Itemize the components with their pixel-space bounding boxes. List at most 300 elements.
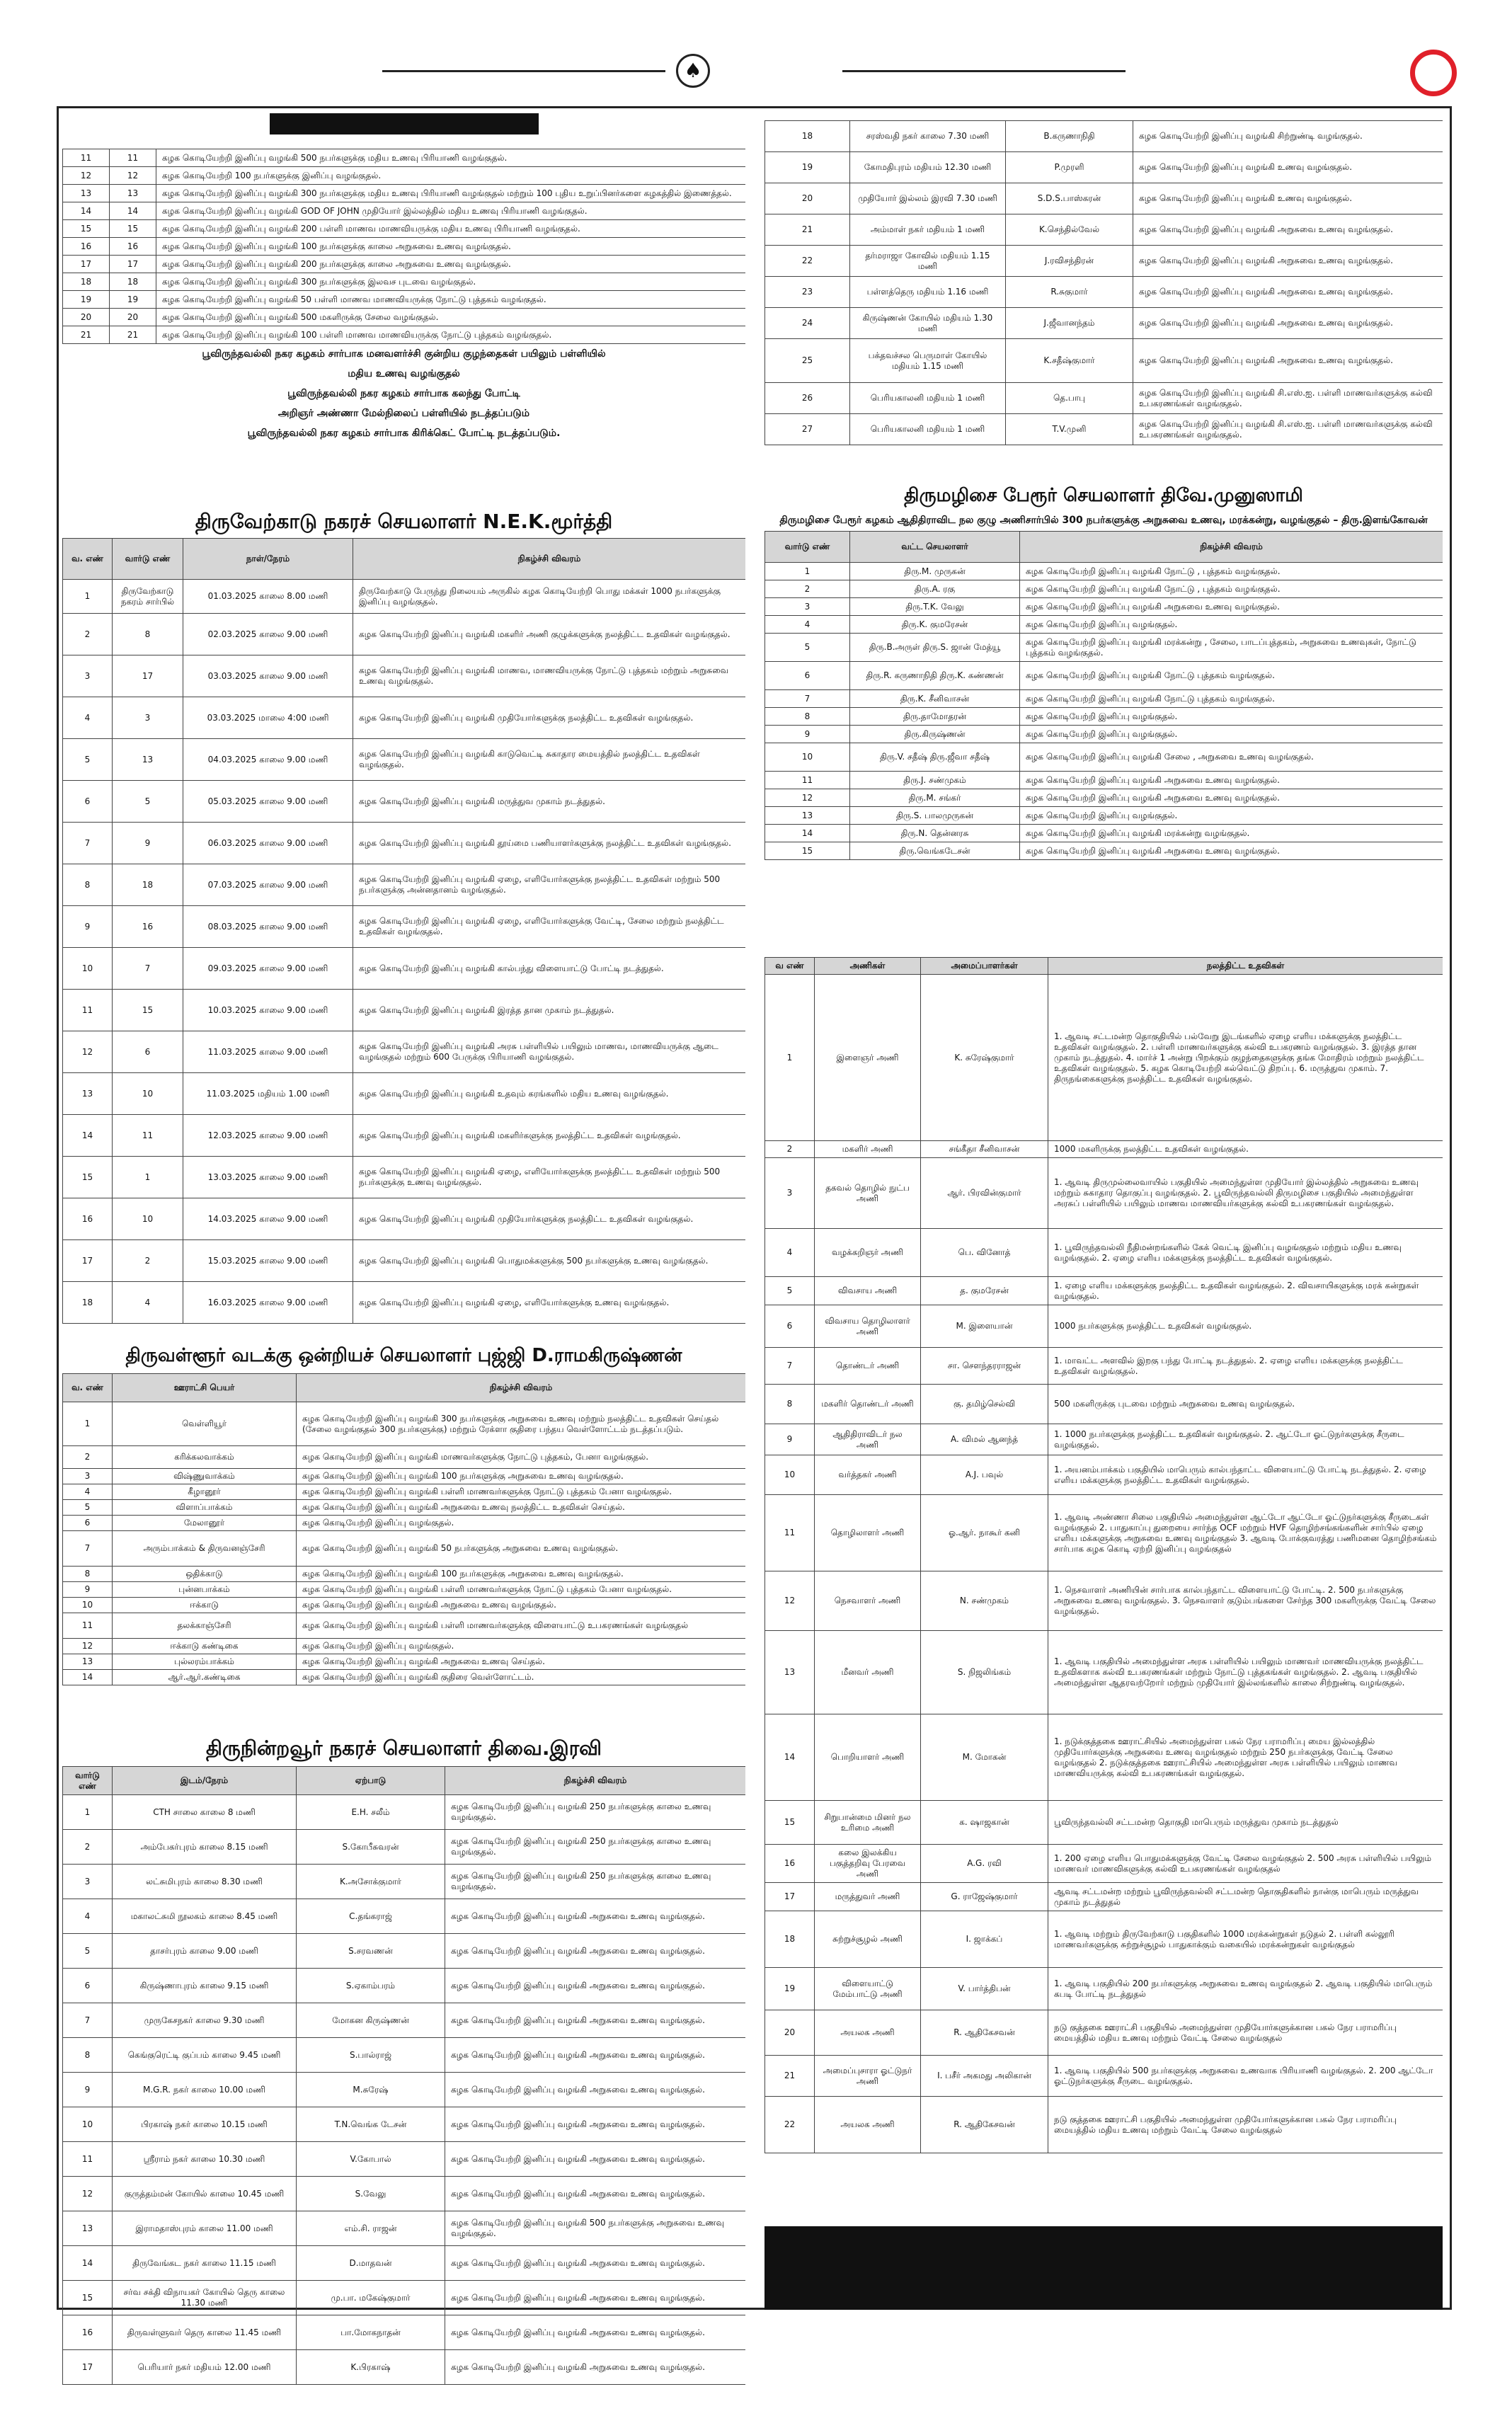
table-cell: 2 <box>63 1446 113 1469</box>
section-block <box>764 483 1443 508</box>
table-cell: 2 <box>765 580 850 598</box>
table-row <box>765 598 1443 616</box>
table-cell: விளாப்பாக்கம் <box>113 1500 297 1516</box>
table-cell: கெங்குரெட்டி குப்பம் காலை 9.45 மணி <box>113 2038 297 2073</box>
table-row <box>63 1516 746 1531</box>
table-cell: 1. ஆவடி பகுதியில் அமைந்துள்ள அரசு பள்ளியில் பயிலும் மாணவர் மாணவியருக்கு நலத்திட்ட உதவிகளாக கல்வி உபகரணங்கள் மற்றும் நோட்டு புத்தகங்கள் வழங்குதல். 2. ஆவடி பகுதியில் அமைந்துள்ள ஆதரவற்றோர் மற்றும் முதியோர் இல்லங்களில் காலை சிற்றுண்டி வழங்குதல். <box>1048 1631 1443 1714</box>
column-header: அணிகள் <box>815 958 921 975</box>
table-cell: கழக கொடியேற்றி இனிப்பு வழங்கி அறுசுவை உணவு செய்தல். <box>297 1654 746 1670</box>
section-block <box>62 149 745 503</box>
table-cell: திரு.J. சண்முகம் <box>850 772 1020 789</box>
table-cell: கழக கொடியேற்றி இனிப்பு வழங்கி பொதுமக்களுக்கு 500 நபர்களுக்கு உணவு வழங்குதல். <box>353 1240 746 1282</box>
table-cell: 1 <box>113 1157 183 1198</box>
table-row <box>63 1670 746 1685</box>
table-cell: நடு குத்தகை ஊராட்சி பகுதியில் அமைந்துள்ள முதியோர்களுக்கான பகல் நேர பராமரிப்பு மையத்தில் மதிய உணவு மற்றும் வேட்டி சேலை வழங்குதல் <box>1048 2097 1443 2153</box>
data-table <box>764 120 1443 445</box>
table-cell: 10.03.2025 காலை 9.00 மணி <box>183 990 353 1031</box>
section-block <box>764 120 1443 481</box>
table-cell: விவசாய தொழிலாளர் அணி <box>815 1305 921 1348</box>
table-row <box>765 183 1443 214</box>
table-cell: K.செந்தில்வேல் <box>1006 214 1133 246</box>
table-cell: K.சதீஷ்குமார் <box>1006 339 1133 383</box>
table-cell: கழக கொடியேற்றி இனிப்பு வழங்கி அறுசுவை உணவு வழங்குதல். <box>445 2315 746 2350</box>
table-cell: 21 <box>765 2056 815 2097</box>
table-cell: 10 <box>63 948 113 990</box>
table-cell: 12 <box>63 2177 113 2211</box>
table-cell: கழக கொடியேற்றி இனிப்பு வழங்கி அறுசுவை உணவு வழங்குதல். <box>297 1598 746 1613</box>
table-cell: M. இளையான் <box>921 1305 1048 1348</box>
table-cell: கழக கொடியேற்றி இனிப்பு வழங்கி நோட்டு , புத்தகம் வழங்குதல். <box>1020 563 1443 580</box>
table-row <box>765 246 1443 277</box>
table-row <box>765 690 1443 708</box>
table-row <box>63 291 746 309</box>
table-cell: கழக கொடியேற்றி இனிப்பு வழங்கி அரசு பள்ளியில் பயிலும் மாணவ, மாணவியருக்கு ஆடை வழங்குதல் மற்றும் 600 பேருக்கு பிரியாணி வழங்குதல். <box>353 1031 746 1073</box>
table-row <box>765 1714 1443 1801</box>
table-cell: வர்த்தகர் அணி <box>815 1455 921 1495</box>
table-row <box>765 1911 1443 1968</box>
table-cell: தகவல் தொழில் நுட்ப அணி <box>815 1158 921 1229</box>
table-cell: 4 <box>63 1899 113 1934</box>
table-cell: திருவேங்கட நகர் காலை 11.15 மணி <box>113 2246 297 2281</box>
table-cell: 19 <box>765 152 850 183</box>
table-cell: கழக கொடியேற்றி இனிப்பு வழங்கி தூய்மை பணியாளர்களுக்கு நலத்திட்ட உதவிகள் வழங்குதல். <box>353 823 746 864</box>
table-cell: கழக கொடியேற்றி இனிப்பு வழங்கி சேலை , அறுசுவை உணவு வழங்குதல். <box>1020 743 1443 772</box>
table-cell: 13 <box>63 1073 113 1115</box>
table-cell: வழக்கறிஞர் அணி <box>815 1229 921 1277</box>
section-block <box>62 507 745 537</box>
table-cell: கரிக்கலவாக்கம் <box>113 1446 297 1469</box>
table-cell: 4 <box>63 697 113 739</box>
table-cell: கழக கொடியேற்றி இனிப்பு வழங்கி ஏழை, எளியோர்களுக்கு வேட்டி, சேலை மற்றும் நலத்திட்ட உதவிகள் வழங்குதல். <box>353 906 746 948</box>
table-cell: 13 <box>63 185 110 202</box>
table-cell: 13 <box>113 739 183 781</box>
table-cell: கழக கொடியேற்றி இனிப்பு வழங்கி 100 பள்ளி மாணவ மாணவியருக்கு நோட்டு புத்தகம் வழங்குதல். <box>156 326 746 344</box>
table-cell: 18 <box>63 273 110 291</box>
table-cell: P.முரளி <box>1006 152 1133 183</box>
table-cell: கழக கொடியேற்றி இனிப்பு வழங்கி 50 பள்ளி மாணவ மாணவியருக்கு நோட்டு புத்தகம் வழங்குதல். <box>156 291 746 309</box>
table-row <box>765 1845 1443 1883</box>
table-cell: B.கருணாநிதி <box>1006 121 1133 152</box>
table-cell: அயலக அணி <box>815 2010 921 2056</box>
table-cell: 07.03.2025 காலை 9.00 மணி <box>183 864 353 906</box>
table-cell: கழக கொடியேற்றி இனிப்பு வழங்குதல். <box>1020 807 1443 825</box>
table-cell: திரு.A. ரகு <box>850 580 1020 598</box>
table-cell: 10 <box>765 743 850 772</box>
table-cell: 17 <box>765 1883 815 1911</box>
table-header-row <box>765 532 1443 563</box>
table-row <box>765 1385 1443 1424</box>
table-row <box>63 1865 746 1899</box>
table-cell: D.மாதவன் <box>297 2246 445 2281</box>
column-header: வார்டு எண் <box>63 1767 113 1795</box>
table-cell: T.N.வெங்க டேசன் <box>297 2107 445 2142</box>
section-title: திருவள்ளூர் வடக்கு ஒன்றியச் செயலாளர் புஜ்ஜி D.ராமகிருஷ்ணன் <box>125 1345 682 1366</box>
table-cell: சா. சௌந்தரராஜன் <box>921 1348 1048 1385</box>
table-cell: 18 <box>63 1282 113 1324</box>
table-cell: கழக கொடியேற்றி இனிப்பு வழங்கி 100 நபர்களுக்கு அறுசுவை உணவு வழங்குதல். <box>297 1567 746 1582</box>
column-header: நாள்/நேரம் <box>183 539 353 580</box>
table-row <box>765 772 1443 789</box>
table-cell: S.ஏகாம்பரம் <box>297 1969 445 2003</box>
table-cell: கழக கொடியேற்றி இனிப்பு வழங்கி அறுசுவை உணவு வழங்குதல். <box>445 2107 746 2142</box>
column-header: நிகழ்ச்சி விவரம் <box>1020 532 1443 563</box>
table-cell: இளைஞர் அணி <box>815 975 921 1141</box>
column-header: நிகழ்ச்சி விவரம் <box>445 1767 746 1795</box>
table-cell: 12 <box>765 789 850 807</box>
table-cell: கழக கொடியேற்றி இனிப்பு வழங்கி குதிரை வெள்ளோட்டம். <box>297 1670 746 1685</box>
table-cell: கழக கொடியேற்றி இனிப்பு வழங்கி ஏழை, எளியோர்களுக்கு நலத்திட்ட உதவிகள் மற்றும் 500 நபர்களுக்கு அன்னதானம் வழங்குதல். <box>353 864 746 906</box>
table-row <box>63 655 746 697</box>
table-row <box>63 326 746 344</box>
table-cell: 18 <box>110 273 156 291</box>
table-cell: ஓ.ஆர். நாகூர் கனி <box>921 1495 1048 1571</box>
table-row <box>765 1229 1443 1277</box>
table-cell: 16 <box>113 906 183 948</box>
section-block <box>764 2226 1443 2310</box>
table-cell: கழக கொடியேற்றி இனிப்பு வழங்கி மகளிர் அணி குழுக்களுக்கு நலத்திட்ட உதவிகள் வழங்குதல். <box>353 614 746 655</box>
table-cell: 15 <box>765 1801 815 1845</box>
table-cell: திரு.B.அருள் திரு.S. ஜான் மேத்யூ <box>850 634 1020 662</box>
table-cell: 13 <box>765 1631 815 1714</box>
table-cell: மகாலட்சுமி நூலகம் காலை 8.45 மணி <box>113 1899 297 1934</box>
table-row <box>765 662 1443 690</box>
table-cell: 13 <box>63 1654 113 1670</box>
table-cell: கழக கொடியேற்றி இனிப்பு வழங்கி அறுசுவை உணவு வழங்குதல். <box>445 2246 746 2281</box>
table-cell: 09.03.2025 காலை 9.00 மணி <box>183 948 353 990</box>
table-cell: கழக கொடியேற்றி இனிப்பு வழங்கி 50 நபர்களுக்கு அறுசுவை உணவு வழங்குதல். <box>297 1531 746 1567</box>
table-cell: 3 <box>63 1865 113 1899</box>
table-cell: S. நிஜலிங்கம் <box>921 1631 1048 1714</box>
table-cell: 20 <box>63 309 110 326</box>
table-cell: 11 <box>110 149 156 167</box>
column-header: வார்டு எண் <box>113 539 183 580</box>
table-cell: 2 <box>63 1830 113 1865</box>
table-cell: கிருஷ்ணாபுரம் காலை 9.15 மணி <box>113 1969 297 2003</box>
table-row <box>765 726 1443 743</box>
table-cell: கழக கொடியேற்றி இனிப்பு வழங்கி 250 நபர்களுக்கு காலை உணவு வழங்குதல். <box>445 1830 746 1865</box>
table-row <box>765 708 1443 726</box>
table-cell: கழக கொடியேற்றி இனிப்பு வழங்குதல். <box>297 1639 746 1654</box>
table-row <box>63 906 746 948</box>
table-cell: கழக கொடியேற்றி இனிப்பு வழங்கி அறுசுவை உணவு வழங்குதல். <box>1133 277 1443 308</box>
table-cell: கழக கொடியேற்றி இனிப்பு வழங்கி அறுசுவை உணவு வழங்குதல். <box>445 2177 746 2211</box>
table-cell: 12.03.2025 காலை 9.00 மணி <box>183 1115 353 1157</box>
table-cell: கழக கொடியேற்றி இனிப்பு வழங்கி உதவும் கரங்களில் மதிய உணவு வழங்குதல். <box>353 1073 746 1115</box>
table-cell: M.சுரேஷ் <box>297 2073 445 2107</box>
table-cell: பெரியகாலனி மதியம் 1 மணி <box>850 383 1006 414</box>
table-cell: கழக கொடியேற்றி இனிப்பு வழங்கி முதியோர்களுக்கு நலத்திட்ட உதவிகள் வழங்குதல். <box>353 1198 746 1240</box>
table-cell: இராமதாஸ்புரம் காலை 11.00 மணி <box>113 2211 297 2246</box>
table-cell: கழக கொடியேற்றி இனிப்பு வழங்கி மரக்கன்று , சேலை, பாடப்புத்தகம், அறுசுவை உணவுகள், நோட்டு புத்தகம் வழங்குதல். <box>1020 634 1443 662</box>
table-row <box>765 743 1443 772</box>
table-cell: 15 <box>110 220 156 238</box>
table-cell: 8 <box>113 614 183 655</box>
note-line: மதிய உணவு வழங்குதல் <box>348 368 460 379</box>
table-row <box>63 2142 746 2177</box>
table-row <box>63 1654 746 1670</box>
table-row <box>63 1469 746 1484</box>
table-row <box>63 220 746 238</box>
section-block <box>764 957 1443 2295</box>
table-cell: கழக கொடியேற்றி இனிப்பு வழங்கி 250 நபர்களுக்கு காலை உணவு வழங்குதல். <box>445 1795 746 1830</box>
table-row <box>63 1240 746 1282</box>
table-cell: 5 <box>63 1934 113 1969</box>
data-table <box>62 1373 745 1685</box>
table-cell: 16 <box>63 1198 113 1240</box>
table-cell: 17 <box>63 256 110 273</box>
table-row <box>765 634 1443 662</box>
column-header: வ. எண் <box>63 1374 113 1402</box>
table-cell: 17 <box>63 2350 113 2385</box>
table-cell: 4 <box>765 616 850 634</box>
table-cell: 15 <box>63 2281 113 2315</box>
table-cell: ஆர்.ஆர்.கண்டிகை <box>113 1670 297 1685</box>
table-cell: 8 <box>63 864 113 906</box>
table-cell: 9 <box>765 1424 815 1455</box>
table-cell: பூவிருந்தவல்லி சட்டமன்ற தொகுதி மாபெரும் மருத்துவ முகாம் நடத்துதல் <box>1048 1801 1443 1845</box>
table-cell: 16.03.2025 காலை 9.00 மணி <box>183 1282 353 1324</box>
table-cell: 08.03.2025 காலை 9.00 மணி <box>183 906 353 948</box>
table-row <box>63 2350 746 2385</box>
table-cell: 13 <box>110 185 156 202</box>
table-cell: C.தங்கராஜ் <box>297 1899 445 1934</box>
table-cell: 17 <box>63 1240 113 1282</box>
table-cell: 4 <box>765 1229 815 1277</box>
table-cell: திரு.T.K. வேலு <box>850 598 1020 616</box>
table-cell: 04.03.2025 காலை 9.00 மணி <box>183 739 353 781</box>
table-cell: 1. ஆவடி மற்றும் திருவேற்காடு பகுதிகளில் 1000 மரக்கன்றுகள் நடுதல் 2. பள்ளி கல்லூரி மாணவர்களுக்கு சுற்றுச்சூழல் பாதுகாக்கும் வகையில் மரக்கன்றுகள் வழங்குதல் <box>1048 1911 1443 1968</box>
table-row <box>765 1631 1443 1714</box>
table-cell: 15 <box>63 220 110 238</box>
table-row <box>765 1141 1443 1158</box>
table-cell: தலக்காஞ்சேரி <box>113 1613 297 1639</box>
table-cell: 1. ஆவடி அண்ணா சிலை பகுதியில் அமைந்துள்ள ஆட்டோ ஆட்டோ ஓட்டுநர்களுக்கு சீருடைகள் வழங்குதல் 2. பாதுகாப்பு துறையை சார்ந்த OCF மற்றும் HVF தொழிற்சங்கங்களின் சார்பில் ஏழை எளிய மக்களுக்கு அறுசுவை உணவு வழங்குதல் 3. ஆவடி போக்குவரத்து பணிமனை தொழிற்சங்கம் சார்பாக கழக கொடி ஏற்றி இனிப்பு வழங்குதல் <box>1048 1495 1443 1571</box>
table-cell: 500 மகளிருக்கு புடவை மற்றும் அறுசுவை உணவு வழங்குதல். <box>1048 1385 1443 1424</box>
table-cell: 05.03.2025 காலை 9.00 மணி <box>183 781 353 823</box>
red-ring-icon <box>1410 50 1457 96</box>
section-subtitle: திருமழிசை பேரூர் கழகம் ஆதிதிராவிட நல குழு அணிசார்பில் 300 நபர்களுக்கு அறுசுவை உணவு, மரக்கன்று, வழங்குதல் – திரு.இளங்கோவன் <box>779 515 1428 526</box>
table-cell: 11 <box>63 2142 113 2177</box>
table-cell: கழக கொடியேற்றி இனிப்பு வழங்கி 300 நபர்களுக்கு இலவச புடவை வழங்குதல். <box>156 273 746 291</box>
table-row <box>765 1277 1443 1305</box>
section-block <box>62 1341 745 1370</box>
table-cell: 11.03.2025 மதியம் 1.00 மணி <box>183 1073 353 1115</box>
table-cell: 1 <box>63 1795 113 1830</box>
table-cell: 6 <box>765 662 850 690</box>
table-cell: 16 <box>63 2315 113 2350</box>
table-row <box>63 1402 746 1446</box>
table-cell: கழக கொடியேற்றி இனிப்பு வழங்குதல். <box>1020 616 1443 634</box>
column-header: வ எண் <box>765 958 815 975</box>
table-cell: 16 <box>63 238 110 256</box>
table-cell: பிரகாஷ் நகர் காலை 10.15 மணி <box>113 2107 297 2142</box>
table-cell: கழக கொடியேற்றி இனிப்பு வழங்கி 250 நபர்களுக்கு காலை உணவு வழங்குதல். <box>445 1865 746 1899</box>
table-cell: 10 <box>63 1598 113 1613</box>
table-cell: திரு.வெங்கடேசன் <box>850 842 1020 860</box>
table-cell: 27 <box>765 414 850 445</box>
table-cell: 1. அயனம்பாக்கம் பகுதியில் மாபெரும் கால்பந்தாட்ட விளையாட்டு போட்டி நடத்துதல். 2. ஏழை எளிய மக்களுக்கு நலத்திட்ட உதவிகள் வழங்குதல். <box>1048 1455 1443 1495</box>
table-cell: 03.03.2025 காலை 9.00 மணி <box>183 655 353 697</box>
table-cell: கழக கொடியேற்றி இனிப்பு வழங்கி பள்ளி மாணவர்களுக்கு நோட்டு புத்தகம் பேனா வழங்குதல். <box>297 1484 746 1500</box>
table-cell: முதியோர் இல்லம் இரவி 7.30 மணி <box>850 183 1006 214</box>
table-cell: 20 <box>765 183 850 214</box>
table-cell: E.H. சலீம் <box>297 1795 445 1830</box>
table-cell: கழக கொடியேற்றி இனிப்பு வழங்கி 100 நபர்களுக்கு காலை அறுசுவை உணவு வழங்குதல். <box>156 238 746 256</box>
table-cell: 18 <box>765 121 850 152</box>
table-cell: 6 <box>63 781 113 823</box>
table-cell: 3 <box>63 655 113 697</box>
table-cell: புன்னபாக்கம் <box>113 1582 297 1598</box>
header-rule-right <box>842 70 1126 72</box>
table-cell: மோகன கிருஷ்ணன் <box>297 2003 445 2038</box>
table-cell: கழக கொடியேற்றி இனிப்பு வழங்கி 300 நபர்களுக்கு அறுசுவை உணவு மற்றும் நலத்திட்ட உதவிகள் செய்தல் (சேலை வழங்குதல் 300 நபர்களுக்கு) மற்றும் ரேக்ளா குதிரை பந்தய வெள்ளோட்டம் நடத்தப்படும். <box>297 1402 746 1446</box>
table-cell: 5 <box>765 1277 815 1305</box>
table-cell: 13 <box>765 807 850 825</box>
table-cell: 1 <box>63 1402 113 1446</box>
table-cell: A. விமல் ஆனந்த் <box>921 1424 1048 1455</box>
table-cell: 3 <box>765 598 850 616</box>
table-cell: 1. ஆவடி பகுதியில் 200 நபர்களுக்கு அறுசுவை உணவு வழங்குதல் 2. ஆவடி பகுதியில் மாபெரும் கபடி போட்டி நடத்துதல் <box>1048 1968 1443 2010</box>
section-block <box>764 510 1443 892</box>
table-cell: திரு.தாமோதரன் <box>850 708 1020 726</box>
table-row <box>765 152 1443 183</box>
table-cell: A.J. பவுல் <box>921 1455 1048 1495</box>
table-cell: 6 <box>113 1031 183 1073</box>
table-row <box>63 580 746 614</box>
table-cell: 21 <box>63 326 110 344</box>
table-cell: கழக கொடியேற்றி இனிப்பு வழங்கி மரக்கன்று வழங்குதல். <box>1020 825 1443 842</box>
table-cell: சங்கீதா சீனிவாசன் <box>921 1141 1048 1158</box>
header-rule-left <box>382 70 665 72</box>
table-cell: 19 <box>63 291 110 309</box>
table-cell: கழக கொடியேற்றி 100 நபர்களுக்கு இனிப்பு வழங்குதல். <box>156 167 746 185</box>
table-row <box>765 1158 1443 1229</box>
table-row <box>63 1500 746 1516</box>
table-cell: கழக கொடியேற்றி இனிப்பு வழங்கி அறுசுவை உணவு வழங்குதல். <box>445 1934 746 1969</box>
table-row <box>765 1495 1443 1571</box>
table-cell: 14 <box>63 2246 113 2281</box>
table-cell: 1. நடுக்குத்தகை ஊராட்சியில் அமைந்துள்ள பகல் நேர பராமரிப்பு மைய இல்லத்தில் முதியோர்களுக்கு அறுசுவை உணவு வழங்குதல் மற்றும் 250 நபர்களுக்கு வேட்டி சேலை வழங்குதல் 2. நடுக்குத்தகை ஊராட்சியில் அமைந்துள்ள அரசு பள்ளியில் பயிலும் மாணவ மாணவியருக்கு கல்வி உபகரணங்கள் வழங்குதல். <box>1048 1714 1443 1801</box>
table-cell: கழக கொடியேற்றி இனிப்பு வழங்கி அறுசுவை உணவு வழங்குதல். <box>1020 842 1443 860</box>
table-cell: 11 <box>63 149 110 167</box>
table-header-row <box>765 958 1443 975</box>
table-cell: 14 <box>765 1714 815 1801</box>
section-title: திருநின்றவூர் நகரச் செயலாளர் திவை.இரவி <box>205 1736 602 1760</box>
table-cell: 1000 மகளிருக்கு நலத்திட்ட உதவிகள் வழங்குதல். <box>1048 1141 1443 1158</box>
table-row <box>63 149 746 167</box>
table-cell: திருவள்ளுவர் தெரு காலை 11.45 மணி <box>113 2315 297 2350</box>
table-row <box>63 2246 746 2281</box>
table-cell: கழக கொடியேற்றி இனிப்பு வழங்கி ஏழை, எளியோர்களுக்கு உணவு வழங்குதல். <box>353 1282 746 1324</box>
column-header: வ. எண் <box>63 539 113 580</box>
table-cell: திரு.K. குமரேசன் <box>850 616 1020 634</box>
table-cell: 11 <box>765 1495 815 1571</box>
table-cell: கழக கொடியேற்றி இனிப்பு வழங்கி நோட்டு புத்தகம் வழங்குதல். <box>1020 662 1443 690</box>
table-cell: 5 <box>63 1500 113 1516</box>
table-cell: 14 <box>765 825 850 842</box>
table-row <box>765 2056 1443 2097</box>
table-cell: 4 <box>63 1484 113 1500</box>
table-row <box>63 990 746 1031</box>
table-cell: 10 <box>113 1198 183 1240</box>
section-block <box>62 1373 745 1727</box>
table-cell: கழக கொடியேற்றி இனிப்பு வழங்குதல். <box>1020 726 1443 743</box>
column-header: நலத்திட்ட உதவிகள் <box>1048 958 1443 975</box>
table-cell: ஈக்காடு <box>113 1598 297 1613</box>
table-cell: 16 <box>110 238 156 256</box>
table-cell: கழக கொடியேற்றி இனிப்பு வழங்கி அறுசுவை உணவு வழங்குதல். <box>1020 598 1443 616</box>
table-cell: 17 <box>113 655 183 697</box>
table-cell: ஒதிக்காடு <box>113 1567 297 1582</box>
table-row <box>63 864 746 906</box>
section-title-bar <box>270 113 539 134</box>
table-cell: 9 <box>765 726 850 743</box>
table-cell: கழக கொடியேற்றி இனிப்பு வழங்கி அறுசுவை உணவு வழங்குதல். <box>445 2003 746 2038</box>
table-cell: கழக கொடியேற்றி இனிப்பு வழங்கி 500 மகளிருக்கு சேலை வழங்குதல். <box>156 309 746 326</box>
table-cell: 14 <box>110 202 156 220</box>
table-cell: 10 <box>765 1455 815 1495</box>
table-cell: 22 <box>765 2097 815 2153</box>
table-cell: 3 <box>63 1469 113 1484</box>
note-line: பூவிருந்தவல்லி நகர கழகம் சார்பாக கலந்து போட்டி <box>287 388 520 399</box>
table-cell: 9 <box>63 1582 113 1598</box>
table-cell: M. மோகன் <box>921 1714 1048 1801</box>
table-cell: 1. 200 ஏழை எளிய பொதுமக்களுக்கு வேட்டி சேலை வழங்குதல் 2. 500 அரசு பள்ளியில் பயிலும் மாணவர் மாணவிகளுக்கு கல்வி உபகரணங்கள் வழங்குதல் <box>1048 1845 1443 1883</box>
table-cell: கிருஷ்ணன் கோயில் மதியம் 1.30 மணி <box>850 308 1006 339</box>
table-cell: மருத்துவர் அணி <box>815 1883 921 1911</box>
table-row <box>765 308 1443 339</box>
table-cell: 11 <box>63 990 113 1031</box>
table-row <box>63 1073 746 1115</box>
table-cell: தெ.பாபு <box>1006 383 1133 414</box>
table-cell: 13 <box>63 2211 113 2246</box>
note-line: பூவிருந்தவல்லி நகர கழகம் சார்பாக மனவளர்ச்சி குன்றிய குழந்தைகள் பயிலும் பள்ளியில் <box>202 348 606 360</box>
table-cell: 17 <box>110 256 156 273</box>
table-row <box>765 414 1443 445</box>
table-cell: 11 <box>113 1115 183 1157</box>
table-cell: 1. 1000 நபர்களுக்கு நலத்திட்ட உதவிகள் வழங்குதல். 2. ஆட்டோ ஓட்டுநர்களுக்கு சீருடை வழங்குதல். <box>1048 1424 1443 1455</box>
table-cell: மேலானூர் <box>113 1516 297 1531</box>
table-cell: 9 <box>63 2073 113 2107</box>
table-cell: அயலக அணி <box>815 2097 921 2153</box>
table-cell: கழக கொடியேற்றி இனிப்பு வழங்கி முதியோர்களுக்கு நலத்திட்ட உதவிகள் வழங்குதல். <box>353 697 746 739</box>
table-cell: 22 <box>765 246 850 277</box>
table-cell: 12 <box>765 1571 815 1631</box>
data-table <box>764 531 1443 860</box>
table-cell: 1. ஏழை எளிய மக்களுக்கு நலத்திட்ட உதவிகள் வழங்குதல். 2. விவசாயிகளுக்கு மரக் கன்றுகள் வழங்குதல். <box>1048 1277 1443 1305</box>
table-cell: குருத்தம்மன் கோயில் காலை 10.45 மணி <box>113 2177 297 2211</box>
table-cell: S.வேலு <box>297 2177 445 2211</box>
table-cell: T.V.முனி <box>1006 414 1133 445</box>
table-row <box>63 2315 746 2350</box>
data-table <box>764 957 1443 2153</box>
table-row <box>63 256 746 273</box>
table-row <box>765 2097 1443 2153</box>
table-row <box>63 1446 746 1469</box>
table-cell: V. பார்த்திபன் <box>921 1968 1048 2010</box>
table-row <box>63 1115 746 1157</box>
table-cell: 16 <box>765 1845 815 1883</box>
table-cell: கழக கொடியேற்றி இனிப்பு வழங்கி அறுசுவை உணவு வழங்குதல். <box>1133 246 1443 277</box>
table-cell: S.கோபீசுவரன் <box>297 1830 445 1865</box>
table-cell: கழக கொடியேற்றி இனிப்பு வழங்கி அறுசுவை உணவு வழங்குதல். <box>445 1899 746 1934</box>
table-row <box>63 1795 746 1830</box>
table-cell: 2 <box>113 1240 183 1282</box>
table-cell: திரு.R. கருணாநிதி திரு.K. கண்ணன் <box>850 662 1020 690</box>
table-cell: 11 <box>765 772 850 789</box>
table-row <box>63 2073 746 2107</box>
table-cell: 7 <box>63 1531 113 1567</box>
